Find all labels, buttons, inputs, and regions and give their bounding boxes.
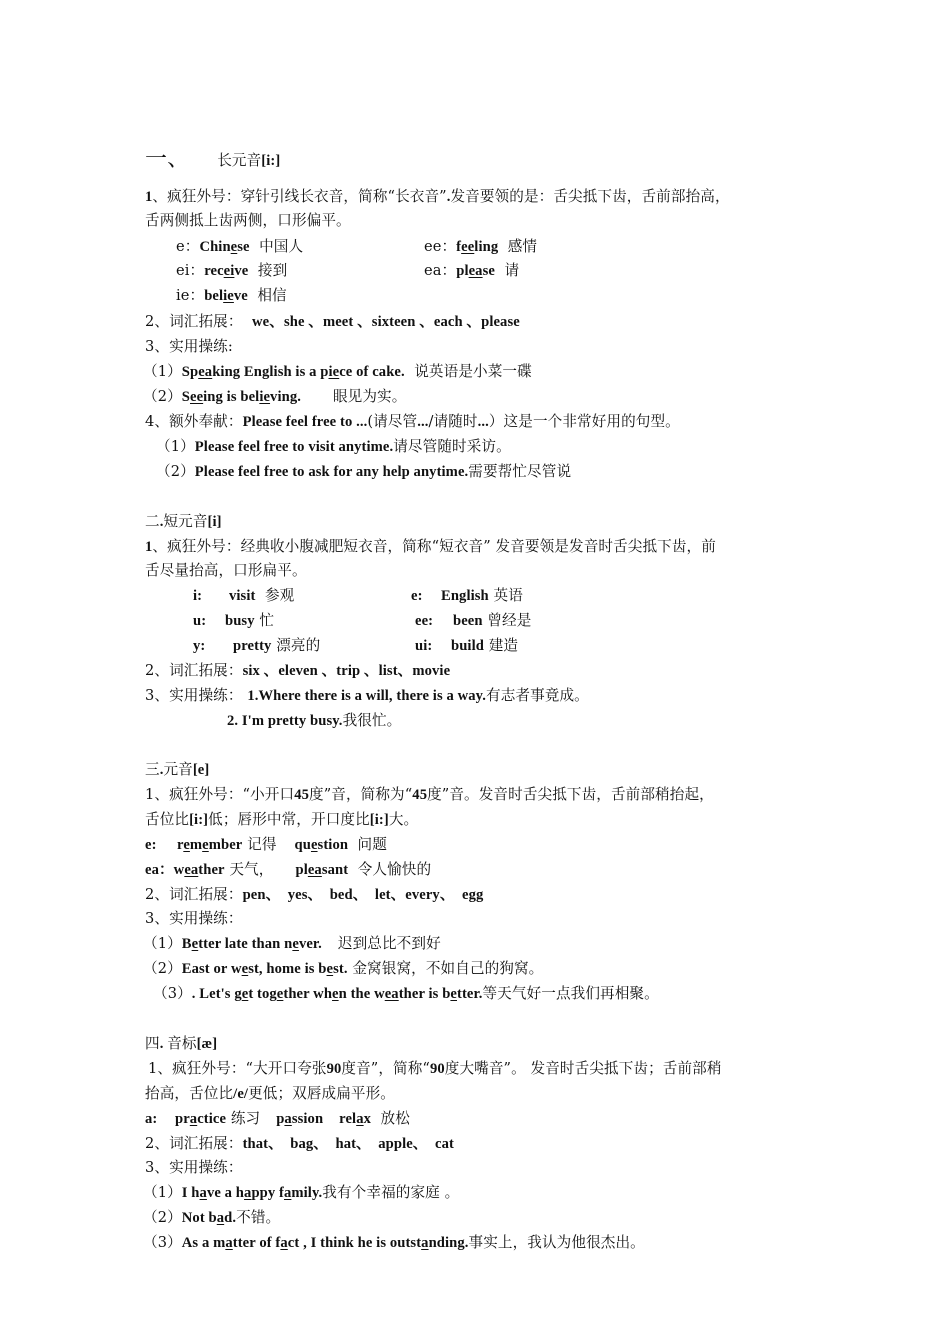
section-number: 三 xyxy=(145,761,160,778)
example-row xyxy=(145,860,431,880)
example-word: e xyxy=(230,239,238,255)
text: 度”音。发音时舌尖抵下齿，舌前部稍抬起， xyxy=(427,786,714,803)
text: 大。 xyxy=(388,811,419,828)
translation: 迟到总比不到好 xyxy=(337,935,441,952)
example-key: u: xyxy=(193,613,207,629)
example-word: f xyxy=(456,239,462,255)
text: . xyxy=(159,1036,168,1052)
text: 、疯狂外号：经典收小腹减肥短衣音，简称“短衣音” 发音要领是发音时舌尖抵下齿，前 xyxy=(152,538,716,555)
example-meaning: 英语 xyxy=(493,587,523,604)
example-col2 xyxy=(424,261,519,281)
item-number: 1 xyxy=(145,189,153,205)
vocab-label: 2、词汇拓展： xyxy=(145,313,243,330)
section-number: 一、 xyxy=(145,147,190,172)
example-word: ie xyxy=(223,288,234,304)
example-word: r xyxy=(177,837,184,853)
example-word: been xyxy=(453,613,483,629)
example-word: ve xyxy=(233,288,248,304)
text: Please feel free to visit anytime. xyxy=(194,439,394,455)
text: e xyxy=(332,986,339,1002)
phonetic-symbol: [e] xyxy=(192,762,210,778)
vocab-words: pen、 yes、 bed、 let、every、 egg xyxy=(242,887,484,903)
text: a xyxy=(216,1210,225,1226)
translation: 请尽管随时采访。 xyxy=(393,438,511,455)
example-key: ie： xyxy=(176,287,205,304)
example-word: se xyxy=(237,239,250,255)
example-key: ei： xyxy=(176,262,205,279)
text: [i:] xyxy=(189,812,209,828)
text: ... xyxy=(417,414,429,430)
text: a xyxy=(280,1235,288,1251)
text: t tog xyxy=(248,986,277,1002)
sentence-number: （2） xyxy=(156,463,195,480)
sentence-number: （2） xyxy=(143,388,182,405)
example-meaning: 令人愉快的 xyxy=(357,861,432,878)
text: ving. xyxy=(270,389,301,405)
text: e xyxy=(292,936,299,952)
example-word: a xyxy=(189,1111,198,1127)
example-col2 xyxy=(415,611,531,631)
text: tter. xyxy=(457,986,483,1002)
text: (请尽管 xyxy=(367,413,418,430)
text: ther wh xyxy=(283,986,333,1002)
text: 更低；双唇成扁平形。 xyxy=(248,1085,396,1102)
practice-label: 3、实用操练: xyxy=(145,338,233,355)
example-row xyxy=(176,237,538,257)
text: 抬高，舌位比 xyxy=(145,1085,234,1102)
text: ea xyxy=(384,986,399,1002)
translation: 等天气好一点我们再相聚。 xyxy=(482,985,659,1002)
translation: 眼见为实。 xyxy=(332,388,407,405)
section-2-heading xyxy=(145,512,222,532)
text: ct , I think he is outst xyxy=(287,1235,422,1251)
text: e xyxy=(241,986,249,1002)
text: ve a h xyxy=(206,1185,245,1201)
vocab-words: six 、eleven 、trip 、list、movie xyxy=(242,663,451,679)
text: Please feel free to ask for any help anytime. xyxy=(194,464,469,480)
example-word: ea xyxy=(307,862,322,878)
example-row xyxy=(176,261,520,281)
text: B xyxy=(181,936,192,952)
text: East or w xyxy=(181,961,242,977)
heading-text: 长元音 xyxy=(217,152,262,169)
text: ce of cake. xyxy=(339,364,405,380)
sentence-number: （1） xyxy=(143,363,182,380)
example-word: x xyxy=(363,1111,372,1127)
text: st. xyxy=(333,961,348,977)
example-row xyxy=(193,586,523,606)
practice-sentence xyxy=(143,362,532,382)
example-word: visit xyxy=(229,588,256,604)
example-word: ther xyxy=(198,862,225,878)
text: . xyxy=(159,514,164,530)
text: 度”音，简称为“ xyxy=(309,786,413,803)
example-word: p xyxy=(276,1111,285,1127)
sentence-number: （3） xyxy=(153,985,192,1002)
text: a xyxy=(421,1235,429,1251)
translation: 需要帮忙尽管说 xyxy=(468,463,572,480)
translation: 不错。 xyxy=(236,1209,281,1226)
example-key: a: xyxy=(145,1111,158,1127)
example-word: mber xyxy=(208,837,243,853)
text: ppy f xyxy=(251,1185,284,1201)
example-word: pl xyxy=(456,263,469,279)
example-meaning: 问题 xyxy=(357,836,387,853)
nickname-paragraph xyxy=(145,785,714,805)
vocab-label: 2、词汇拓展： xyxy=(145,662,243,679)
example-meaning: 中国人 xyxy=(259,238,304,255)
example-key: e: xyxy=(411,588,423,604)
translation: 说英语是小菜一碟 xyxy=(414,363,532,380)
heading-text: 音标 xyxy=(167,1035,197,1052)
extra-example xyxy=(156,462,571,482)
text: mily. xyxy=(291,1185,323,1201)
example-word: qu xyxy=(294,837,311,853)
text: ie xyxy=(328,364,340,380)
text: tter of f xyxy=(232,1235,281,1251)
example-key: i: xyxy=(193,588,203,604)
example-word: rec xyxy=(204,263,224,279)
text: 2. I'm pretty busy. xyxy=(227,713,343,729)
nickname-paragraph-cont xyxy=(145,810,418,830)
vocab-line xyxy=(145,312,520,332)
example-word: ling xyxy=(474,239,499,255)
practice-sentence xyxy=(143,1233,645,1253)
example-word: English xyxy=(441,588,489,604)
example-word: w xyxy=(173,862,185,878)
text: 度音”，简称“ xyxy=(341,1060,430,1077)
section-4-heading xyxy=(145,1034,217,1054)
sentence-number: （3） xyxy=(143,1234,182,1251)
vocab-label: 2、词汇拓展： xyxy=(145,886,243,903)
example-word: a xyxy=(356,1111,364,1127)
heading-text: 短元音 xyxy=(163,513,208,530)
text: 45 xyxy=(294,787,309,803)
practice-sentence xyxy=(143,387,406,407)
example-key: y: xyxy=(193,638,206,654)
example-word: ctice xyxy=(197,1111,227,1127)
nickname-paragraph xyxy=(145,187,730,207)
text: ）这是一个非常好用的句型。 xyxy=(488,413,680,430)
text: n the w xyxy=(338,986,385,1002)
example-col2 xyxy=(411,586,523,606)
text: Please feel free to ... xyxy=(242,414,368,430)
text: 90 xyxy=(326,1061,342,1077)
example-meaning: 建造 xyxy=(488,637,519,654)
example-meaning: 曾经是 xyxy=(487,612,532,629)
text: a xyxy=(199,1185,207,1201)
example-word: Chin xyxy=(199,239,231,255)
text: 1、疯狂外号：“大开口夸张 xyxy=(148,1060,327,1077)
text: ... xyxy=(477,414,489,430)
text: e xyxy=(276,986,284,1002)
phonetic-symbol: [i:] xyxy=(261,153,281,169)
text: . Let's g xyxy=(191,986,242,1002)
text: 低；唇形中常，开口度比 xyxy=(208,811,370,828)
phonetic-symbol: [i] xyxy=(207,514,222,530)
sentence-number: （2） xyxy=(143,960,182,977)
example-meaning: 漂亮的 xyxy=(276,637,321,654)
example-word: ssion xyxy=(291,1111,324,1127)
example-key: e： xyxy=(176,238,200,255)
text: ie xyxy=(259,389,271,405)
text: 1.Where there is a will, there is a way. xyxy=(247,688,487,704)
example-key: ee: xyxy=(415,613,434,629)
example-word: ve xyxy=(234,263,249,279)
text: a xyxy=(225,1235,233,1251)
section-1-heading xyxy=(145,147,281,172)
vocab-label: 2、词汇拓展： xyxy=(145,1135,243,1152)
text: ther is b xyxy=(398,986,451,1002)
example-row xyxy=(145,835,387,855)
text: Sp xyxy=(181,364,199,380)
text: king English is a p xyxy=(212,364,329,380)
translation: 金窝银窝，不如自己的狗窝。 xyxy=(352,960,544,977)
text: a xyxy=(244,1185,252,1201)
nickname-paragraph xyxy=(148,1059,722,1079)
text: /e/ xyxy=(233,1086,249,1102)
translation: 我很忙。 xyxy=(342,712,402,729)
vocab-line xyxy=(145,885,483,905)
nickname-paragraph-cont: 舌两侧抵上齿两侧，口形偏平。 xyxy=(145,212,351,229)
section-3-heading xyxy=(145,760,209,780)
practice-sentence xyxy=(153,984,659,1004)
example-meaning: 放松 xyxy=(380,1110,410,1127)
sentence-number: （1） xyxy=(143,1184,182,1201)
practice-label: 3、实用操练： xyxy=(145,910,243,927)
example-word: bel xyxy=(204,288,224,304)
example-key: ea： xyxy=(424,262,457,279)
example-word: ei xyxy=(223,263,235,279)
text: 1、疯狂外号：“小开口 xyxy=(145,786,295,803)
text: e xyxy=(241,961,249,977)
example-col2 xyxy=(415,636,518,656)
example-word: e xyxy=(310,837,318,853)
text: ver. xyxy=(298,936,322,952)
example-word: ee xyxy=(461,239,475,255)
example-row xyxy=(193,611,532,631)
example-row xyxy=(176,286,287,306)
example-meaning: 接到 xyxy=(257,262,288,279)
example-word: m xyxy=(189,837,203,853)
example-word: build xyxy=(451,638,484,654)
section-number: 四 xyxy=(145,1035,160,1052)
practice-label: 3、实用操练： xyxy=(145,687,243,704)
text: e xyxy=(450,986,457,1002)
example-word: ea xyxy=(184,862,199,878)
example-meaning: 参观 xyxy=(264,587,295,604)
text: 度大嘴音”。 发音时舌尖抵下齿；舌前部稍 xyxy=(444,1060,722,1077)
example-meaning: 忙 xyxy=(259,612,275,629)
text: 45 xyxy=(412,787,428,803)
text: e xyxy=(326,961,334,977)
example-key: ea： xyxy=(145,862,174,878)
example-key: ee： xyxy=(424,238,457,255)
example-word: e xyxy=(183,837,190,853)
text: e xyxy=(191,936,199,952)
translation: 事实上，我认为他很杰出。 xyxy=(468,1234,645,1251)
sentence-number: （1） xyxy=(156,438,195,455)
section-number: 二 xyxy=(145,513,160,530)
example-row xyxy=(145,1109,410,1129)
practice-sentence xyxy=(143,959,543,979)
sentence-number: （1） xyxy=(143,935,182,952)
text: 90 xyxy=(429,1061,445,1077)
example-key: e: xyxy=(145,837,157,853)
text: . xyxy=(446,189,451,205)
example-word: a xyxy=(284,1111,292,1127)
text: As a m xyxy=(181,1235,226,1251)
translation: 我有个幸福的家庭 。 xyxy=(322,1184,460,1201)
vocab-line xyxy=(145,661,450,681)
example-word: se xyxy=(482,263,495,279)
example-word: rel xyxy=(339,1111,357,1127)
nickname-paragraph-cont xyxy=(145,1084,395,1104)
text: [i:] xyxy=(369,812,389,828)
practice-label: 3、实用操练： xyxy=(145,1159,243,1176)
text: 发音要领的是：舌尖抵下齿，舌前部抬高， xyxy=(450,188,730,205)
example-key: ui: xyxy=(415,638,433,654)
phonetic-symbol: [æ] xyxy=(196,1036,218,1052)
practice-sentence xyxy=(143,1208,280,1228)
example-meaning: 请 xyxy=(504,262,520,279)
example-meaning: 感情 xyxy=(507,238,538,255)
vocab-line xyxy=(145,1134,454,1154)
sentence-number: （2） xyxy=(143,1209,182,1226)
text: ing is bel xyxy=(203,389,260,405)
vocab-words: we、she 、meet 、sixteen 、each 、please xyxy=(252,314,520,330)
example-word: stion xyxy=(317,837,349,853)
example-word: pretty xyxy=(233,638,272,654)
example-word: busy xyxy=(225,613,255,629)
practice-sentence xyxy=(143,934,441,954)
example-meaning: 记得 xyxy=(247,836,277,853)
extra-example xyxy=(156,437,511,457)
example-word: sant xyxy=(321,862,349,878)
text: nding. xyxy=(428,1235,469,1251)
example-word: ea xyxy=(468,263,483,279)
example-meaning: 相信 xyxy=(257,287,287,304)
item-number: 1 xyxy=(145,539,153,555)
translation: 有志者事竟成。 xyxy=(486,687,589,704)
vocab-words: that、 bag、 hat、 apple、 cat xyxy=(242,1136,454,1152)
text: d. xyxy=(224,1210,237,1226)
text: st, home is b xyxy=(248,961,327,977)
practice-line xyxy=(227,711,401,731)
text: ea xyxy=(198,364,213,380)
text: I h xyxy=(181,1185,200,1201)
text: 、疯狂外号：穿针引线长衣音，简称“长衣音” xyxy=(152,188,447,205)
text: 舌位比 xyxy=(145,811,190,828)
example-col2 xyxy=(424,237,537,257)
text: Not b xyxy=(181,1210,217,1226)
example-row xyxy=(193,636,519,656)
practice-sentence xyxy=(143,1183,459,1203)
example-word: pl xyxy=(295,862,308,878)
extra-line xyxy=(145,412,680,432)
text: . xyxy=(159,762,164,778)
example-meaning: 天气， xyxy=(229,861,274,878)
text: a xyxy=(283,1185,292,1201)
extra-label: 4、额外奉献： xyxy=(145,413,243,430)
practice-line xyxy=(145,686,589,706)
nickname-paragraph xyxy=(145,537,716,557)
text: S xyxy=(181,389,190,405)
text: tter late than n xyxy=(198,936,293,952)
example-word: pr xyxy=(175,1111,190,1127)
text: ee xyxy=(190,389,204,405)
example-word: e xyxy=(202,837,209,853)
heading-text: 元音 xyxy=(163,761,193,778)
nickname-paragraph-cont: 舌尽量抬高，口形扁平。 xyxy=(145,562,307,579)
example-meaning: 练习 xyxy=(230,1110,261,1127)
text: /请随时 xyxy=(428,413,478,430)
